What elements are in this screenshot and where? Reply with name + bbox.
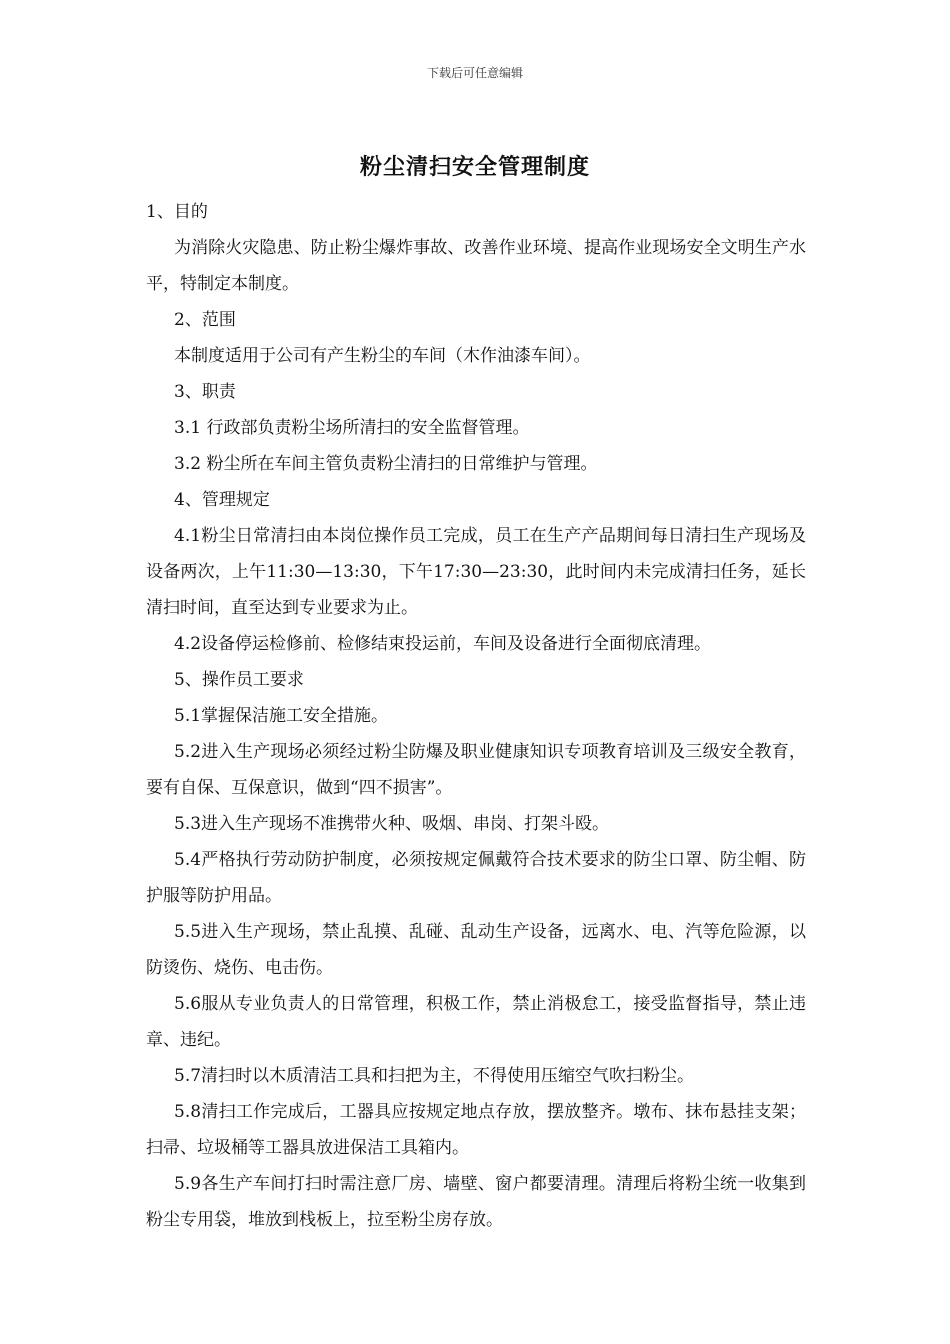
paragraph-req-5-1: 5.1掌握保洁施工安全措施。 (174, 706, 389, 726)
paragraph-req-5-8: 5.8清扫工作完成后，工器具应按规定地点存放，摆放整齐。墩布、抹布悬挂支架；扫帚、垃圾桶等工器具放进保洁工具箱内。 (146, 1102, 806, 1158)
section-heading-purpose: 1、目的 (146, 202, 208, 222)
paragraph-purpose: 为消除火灾隐患、防止粉尘爆炸事故、改善作业环境、提高作业现场安全文明生产水平，特制定本制度。 (146, 238, 806, 294)
paragraph-req-5-6: 5.6服从专业负责人的日常管理，积极工作，禁止消极怠工，接受监督指导，禁止违章、违纪。 (146, 994, 806, 1050)
paragraph-scope: 本制度适用于公司有产生粉尘的车间（木作油漆车间）。 (174, 346, 591, 366)
paragraph-duty-3-1: 3.1 行政部负责粉尘场所清扫的安全监督管理。 (174, 418, 530, 438)
paragraph-req-5-9: 5.9各生产车间打扫时需注意厂房、墙壁、窗户都要清理。清理后将粉尘统一收集到粉尘专用袋，堆放到栈板上，拉至粉尘房存放。 (146, 1174, 806, 1230)
paragraph-req-5-2: 5.2进入生产现场必须经过粉尘防爆及职业健康知识专项教育培训及三级安全教育，要有自保、互保意识，做到“四不损害”。 (146, 742, 806, 798)
paragraph-req-5-3: 5.3进入生产现场不准携带火种、吸烟、串岗、打架斗殴。 (174, 814, 610, 834)
paragraph-req-5-4: 5.4严格执行劳动防护制度，必须按规定佩戴符合技术要求的防尘口罩、防尘帽、防护服等防护用品。 (146, 850, 806, 906)
paragraph-req-5-7: 5.7清扫时以木质清洁工具和扫把为主，不得使用压缩空气吹扫粉尘。 (174, 1066, 695, 1086)
section-heading-duties: 3、职责 (174, 382, 236, 402)
document-body (146, 194, 806, 1238)
header-note: 下载后可任意编辑 (426, 66, 523, 80)
paragraph-rule-4-2: 4.2设备停运检修前、检修结束投运前，车间及设备进行全面彻底清理。 (174, 634, 712, 654)
paragraph-req-5-5: 5.5进入生产现场，禁止乱摸、乱碰、乱动生产设备，远离水、电、汽等危险源，以防烫伤、烧伤、电击伤。 (146, 922, 806, 978)
paragraph-rule-4-1: 4.1粉尘日常清扫由本岗位操作员工完成，员工在生产产品期间每日清扫生产现场及设备两次，上午11:30—13:30，下午17:30—23:30，此时间内未完成清扫任务，延长清扫时间，直至达到专业要求为止。 (146, 526, 806, 618)
document-title: 粉尘清扫安全管理制度 (359, 155, 590, 180)
section-heading-scope: 2、范围 (174, 310, 236, 330)
section-heading-staff-requirements: 5、操作员工要求 (174, 670, 304, 690)
section-heading-rules: 4、管理规定 (174, 490, 270, 510)
paragraph-duty-3-2: 3.2 粉尘所在车间主管负责粉尘清扫的日常维护与管理。 (174, 454, 598, 474)
